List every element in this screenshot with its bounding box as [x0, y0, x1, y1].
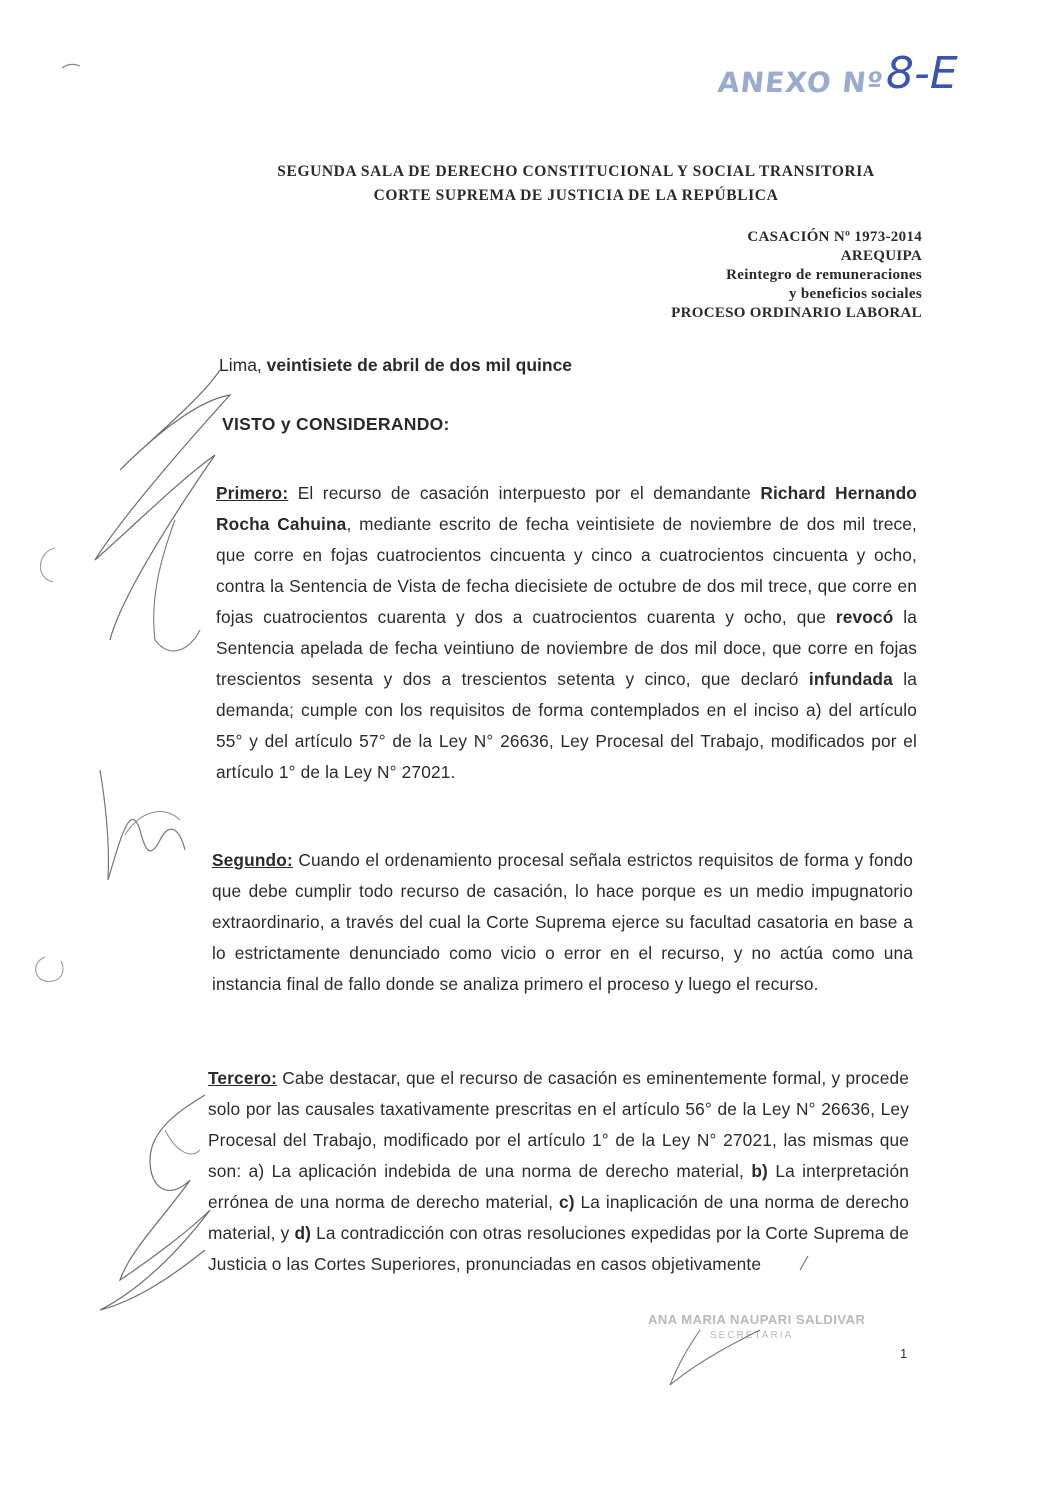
bold-term: infundada — [808, 669, 893, 689]
paragraph-text: Cabe destacar, que el recurso de casación es eminentemente formal, y procede solo por las causales taxativamente prescritas en el artículo 56° de la Ley N° 26636, Ley Procesal del Trabajo, modificado por el artículo 1° de la Ley N° 27021, las mismas que son: a) La aplicación indebida de una norma de derecho material, — [208, 1068, 909, 1181]
case-subject-line2: y beneficios sociales — [789, 286, 922, 302]
paragraph-label: Tercero: — [208, 1068, 278, 1088]
case-info — [671, 228, 922, 323]
date-prefix: Lima, — [219, 355, 262, 375]
case-city: AREQUIPA — [840, 248, 922, 264]
signature-scribble-3 — [100, 770, 185, 880]
court-header — [196, 160, 956, 208]
date-line — [219, 355, 572, 376]
paragraph-text: Cuando el ordenamiento procesal señala estrictos requisitos de forma y fondo que debe cumplir todo recurso de casación, lo hace porque es un medio impugnatorio extraordinario, a través del cual la Corte Suprema ejerce su facultad casatoria en base a lo estrictamente denunciado como vicio o error en el recurso, y no actúa como una instancia final de fallo donde se analiza primero el proceso y luego el recurso. — [212, 850, 913, 994]
bold-term: b) — [751, 1161, 768, 1181]
bold-term: c) — [558, 1192, 575, 1212]
case-subject-line1: Reintegro de remuneraciones — [726, 267, 922, 283]
annex-handwritten-number: 8-E — [886, 48, 958, 99]
annex-stamp — [716, 48, 1008, 108]
case-number: CASACIÓN Nº 1973-2014 — [747, 229, 922, 245]
bold-term: revocó — [835, 607, 894, 627]
secretary-stamp — [640, 1312, 880, 1382]
signature-scribble-5 — [100, 1095, 210, 1310]
top-left-mark — [62, 64, 80, 68]
paragraph-text: La contradicción con otras resoluciones expedidas por la Corte Suprema de Justicia o las Cortes Superiores, pronunciadas en casos objetivamente — [208, 1223, 910, 1274]
claimant-name: Richard Hernando Rocha Cahuina — [216, 483, 917, 534]
paragraph-tercero — [208, 1063, 909, 1280]
court-header-line1: SEGUNDA SALA DE DERECHO CONSTITUCIONAL Y SOCIAL TRANSITORIA — [277, 163, 875, 180]
paragraph-label: Primero: — [216, 483, 289, 503]
signature-scribble-1 — [95, 370, 230, 640]
paragraph-text: , mediante escrito de fecha veintisiete de noviembre de dos mil trece, que corre en fojas cuatrocientos cincuenta y cinco a cuatrocientos cincuenta y ocho, contra la Sentencia de Vista de fecha diecisiete de octubre de dos mil trece, que corre en fojas cuatrocientos cuarenta y dos a cuatrocientos cuarenta y ocho, que — [216, 514, 917, 627]
paragraph-text: La inaplicación de una norma de derecho material, y — [208, 1192, 909, 1243]
left-circle-mark — [40, 548, 55, 582]
paragraph-text: La interpretación errónea de una norma de derecho material, — [208, 1161, 909, 1212]
paragraph-text: la demanda; cumple con los requisitos de forma contemplados en el inciso a) del artículo 55° y del artículo 57° de la Ley N° 26636, Ley Procesal del Trabajo, modificados por el artículo 1° de la Ley N° 27021. — [216, 669, 917, 782]
paragraph-text: la Sentencia apelada de fecha veintiuno de noviembre de dos mil doce, que corre en fojas trescientos sesenta y dos a trescientos setenta y cinco, que declaró — [216, 607, 917, 689]
visto-heading: VISTO y CONSIDERANDO: — [222, 414, 450, 434]
case-process: PROCESO ORDINARIO LABORAL — [671, 305, 922, 321]
paragraph-segundo — [212, 845, 913, 1000]
left-circle-mark-2 — [36, 957, 63, 981]
signature-scribble-6 — [165, 1130, 200, 1154]
bold-term: d) — [294, 1223, 312, 1243]
secretary-name: ANA MARIA NAUPARI SALDIVAR — [648, 1312, 866, 1327]
paragraph-text: El recurso de casación interpuesto por el demandante — [288, 483, 761, 503]
secretary-title: SECRETARIA — [710, 1330, 794, 1341]
paragraph-primero — [216, 478, 917, 788]
court-header-line2: CORTE SUPREMA DE JUSTICIA DE LA REPÚBLICA — [373, 187, 779, 204]
signature-scribble-4 — [125, 812, 180, 835]
page-number: 1 — [900, 1346, 908, 1361]
signature-scribble-2 — [154, 520, 200, 651]
annex-stamp-text: ANEXO Nº — [716, 66, 886, 99]
date-text: veintisiete de abril de dos mil quince — [266, 355, 573, 375]
paragraph-label: Segundo: — [212, 850, 293, 870]
